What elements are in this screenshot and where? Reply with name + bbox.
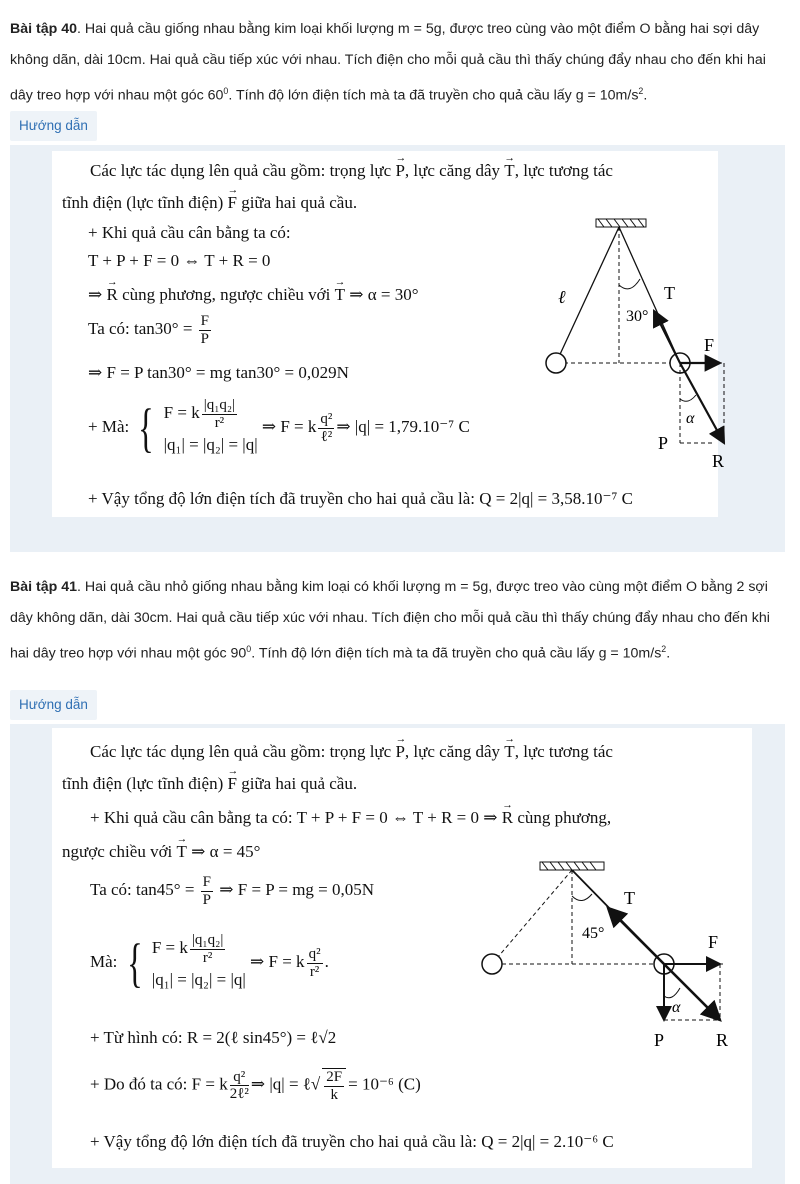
svg-text:T: T bbox=[624, 888, 635, 908]
svg-text:α: α bbox=[686, 410, 695, 427]
string-left bbox=[492, 870, 572, 964]
svg-text:R: R bbox=[716, 1030, 729, 1050]
svg-text:α: α bbox=[672, 999, 681, 1016]
solution-image-40: Các lực tác dụng lên quả cầu gồm: trọng lực → P, lực căng dây → T, lực tương tác tĩnh điện (lực tĩnh điện) → F giữa hai quả cầu. + Khi quả cầu cân bằng ta có: T + P + F = 0 ⇔ T + R = 0 ⇒ → R cùng phương, ngược chiều với → T ⇒ α = 30° Ta có: tan30° = $\frac{F}{P}$ ⇒ F = P tan30° = mg tan30° = 0,029N + Mà: { F = k $\frac{\text{|q₁q₂|}}{\text{r²}}$ |q₁| = |q₂| = |q| ⇒ F = k $\frac{\text{q²}}{\text{ℓ²}}$ ⇒ |q| = 1,79.10⁻⁷ C + Vậy tổng độ lớn điện tích đã truyền cho hai quả cầu là: Q = 2|q| = 3,58.10⁻⁷ C ℓ T 30° F P R α bbox=[52, 151, 718, 517]
svg-text:ℓ: ℓ bbox=[558, 287, 566, 307]
svg-text:F: F bbox=[704, 335, 715, 355]
exercise-40-statement: Bài tập 40. Hai quả cầu giống nhau bằng kim loại khối lượng m = 5g, được treo cùng vào một điểm O bằng hai sợi dây không dãn, dài 10cm. Hai quả cầu tiếp xúc với nhau. Tích điện cho mỗi quả cầu thì thấy chúng đẩy nhau cho đến khi hai dây treo hợp với nhau một góc $60^0$. Tính độ lớn điện tích mà ta đã truyền cho quả cầu lấy $g = 10m/s^2$. bbox=[10, 21, 766, 104]
force-diagram-40 bbox=[514, 211, 725, 473]
exercise-40-title: Bài tập 40 bbox=[10, 21, 78, 37]
solution-panel-40 bbox=[10, 145, 785, 552]
tension-vector bbox=[608, 908, 664, 964]
svg-text:F: F bbox=[708, 932, 719, 952]
svg-text:P: P bbox=[654, 1030, 665, 1050]
hint-button-41[interactable]: Hướng dẫn bbox=[10, 690, 97, 720]
exercise-41-title: Bài tập 41 bbox=[10, 579, 78, 595]
solution-image-41: Các lực tác dụng lên quả cầu gồm: trọng lực → P, lực căng dây → T, lực tương tác tĩnh điện (lực tĩnh điện) → F giữa hai quả cầu. + Khi quả cầu cân bằng ta có: T + P + F = 0 ⇔ T + R = 0 ⇒ → R cùng phương, ngược chiều với → T ⇒ α = 45° Ta có: tan45° = $\frac{F}{P}$ ⇒ F = P = mg = 0,05N Mà: { F = k $\frac{\text{|q₁q₂|}}{\text{r²}}$ |q₁| = |q₂| = |q| ⇒ F = k $\frac{\text{q²}}{\text{r²}}$ . + Từ hình có: R = 2(ℓ sin45°) = ℓ√2 + Do đó ta có: F = k $\frac{\text{q²}}{\text{2ℓ²}}$ ⇒ |q| = ℓ√ $\frac{2F}{k}$ = 10⁻⁶ (C) + Vậy tổng độ lớn điện tích đã truyền cho hai quả cầu là: Q = 2|q| = 2.10⁻⁶ C T 45° F P R α bbox=[52, 728, 752, 1168]
solution-panel-41 bbox=[10, 724, 785, 1184]
svg-text:T: T bbox=[664, 283, 675, 303]
force-diagram-41 bbox=[472, 856, 742, 1056]
svg-text:P: P bbox=[658, 433, 669, 453]
svg-text:R: R bbox=[712, 451, 725, 471]
sphere-left bbox=[546, 353, 566, 373]
svg-text:30°: 30° bbox=[626, 308, 649, 325]
hint-button-40[interactable]: Hướng dẫn bbox=[10, 111, 97, 141]
resultant-R-vector bbox=[680, 363, 724, 443]
tension-vector bbox=[654, 311, 680, 363]
sphere-left bbox=[482, 954, 502, 974]
ceiling-hatch bbox=[540, 862, 604, 870]
exercise-41-statement: Bài tập 41. Hai quả cầu nhỏ giống nhau bằng kim loại có khối lượng m = 5g, được treo vào cùng một điểm O bằng 2 sợi dây không dãn, dài 30cm. Hai quả cầu tiếp xúc với nhau. Tích điện cho mỗi quả cầu thì thấy chúng đẩy nhau cho đến khi hai dây treo hợp với nhau một góc $90^0$. Tính độ lớn điện tích mà ta đã truyền cho quả cầu lấy $g = 10m/s^2$. bbox=[10, 579, 770, 662]
svg-text:45°: 45° bbox=[582, 925, 605, 942]
